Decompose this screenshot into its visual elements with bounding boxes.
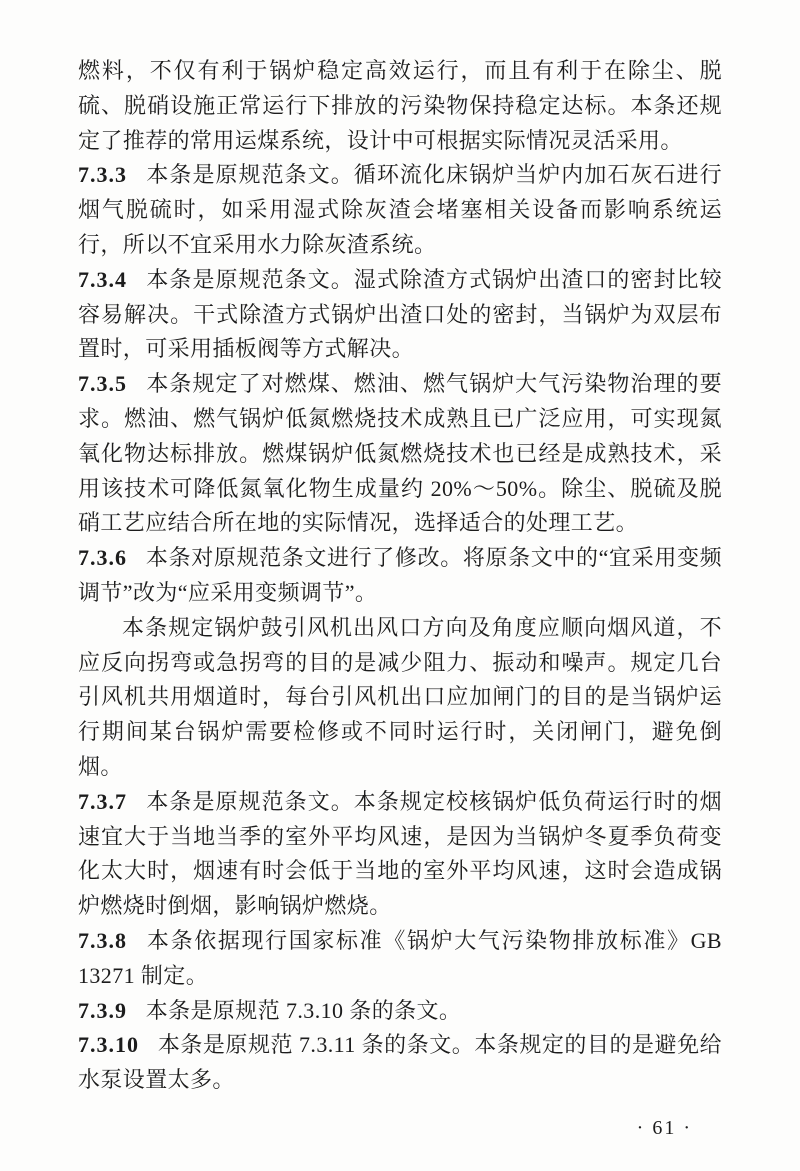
paragraph: [78, 158, 722, 262]
paragraph: [78, 994, 722, 1029]
clause-text: 本条是原规范条文。湿式除渣方式锅炉出渣口的密封比较容易解决。干式除渣方式锅炉出渣口处的密封，当锅炉为双层布置时，可采用插板阀等方式解决。: [78, 266, 722, 362]
clause-text: 本条是原规范 7.3.10 条的条文。: [145, 997, 462, 1023]
page-number: · 61 ·: [636, 1116, 692, 1139]
paragraph: [78, 1028, 722, 1098]
clause-number: 7.3.8: [78, 927, 127, 953]
clause-text: 本条是原规范条文。本条规定校核锅炉低负荷运行时的烟速宜大于当地当季的室外平均风速，是因为当锅炉冬夏季负荷变化太大时，烟速有时会低于当地的室外平均风速，这时会造成锅炉燃烧时倒烟，影响锅炉燃烧。: [78, 788, 722, 919]
clause-text: 本条是原规范 7.3.11 条的条文。本条规定的目的是避免给水泵设置太多。: [78, 1032, 722, 1093]
paragraph: [78, 924, 722, 994]
clause-number: 7.3.6: [78, 545, 127, 571]
paragraph: [78, 367, 722, 541]
paragraph: [78, 263, 722, 367]
clause-text: 本条规定了对燃煤、燃油、燃气锅炉大气污染物治理的要求。燃油、燃气锅炉低氮燃烧技术成熟且已广泛应用，可实现氮氧化物达标排放。燃煤锅炉低氮燃烧技术也已经是成熟技术，采用该技术可降低氮氧化物生成量约 20%～50%。除尘、脱硫及脱硝工艺应结合所在地的实际情况，选择适合的处理工艺。: [78, 371, 722, 536]
paragraph: [78, 611, 722, 785]
clause-number: 7.3.9: [78, 997, 127, 1023]
clause-text: 本条依据现行国家标准《锅炉大气污染物排放标准》GB 13271 制定。: [78, 927, 722, 988]
page-body-text: [78, 54, 722, 1098]
clause-number: 7.3.5: [78, 371, 127, 397]
paragraph: [78, 785, 722, 924]
paragraph-text: 燃料，不仅有利于锅炉稳定高效运行，而且有利于在除尘、脱硫、脱硝设施正常运行下排放的污染物保持稳定达标。本条还规定了推荐的常用运煤系统，设计中可根据实际情况灵活采用。: [78, 58, 722, 153]
clause-text: 本条对原规范条文进行了修改。将原条文中的“宜采用变频调节”改为“应采用变频调节”。: [78, 545, 722, 605]
clause-number: 7.3.7: [78, 788, 127, 814]
paragraph: [78, 541, 722, 611]
clause-number: 7.3.10: [78, 1032, 139, 1058]
paragraph: [78, 54, 722, 158]
clause-number: 7.3.4: [78, 266, 127, 292]
clause-text: 本条是原规范条文。循环流化床锅炉当炉内加石灰石进行烟气脱硫时，如采用湿式除灰渣会堵塞相关设备而影响系统运行，所以不宜采用水力除灰渣系统。: [78, 162, 722, 257]
paragraph-text: 本条规定锅炉鼓引风机出风口方向及角度应顺向烟风道，不应反向拐弯或急拐弯的目的是减少阻力、振动和噪声。规定几台引风机共用烟道时，每台引风机出口应加闸门的目的是当锅炉运行期间某台锅炉需要检修或不同时运行时，关闭闸门，避免倒烟。: [78, 614, 722, 779]
clause-number: 7.3.3: [78, 162, 127, 188]
